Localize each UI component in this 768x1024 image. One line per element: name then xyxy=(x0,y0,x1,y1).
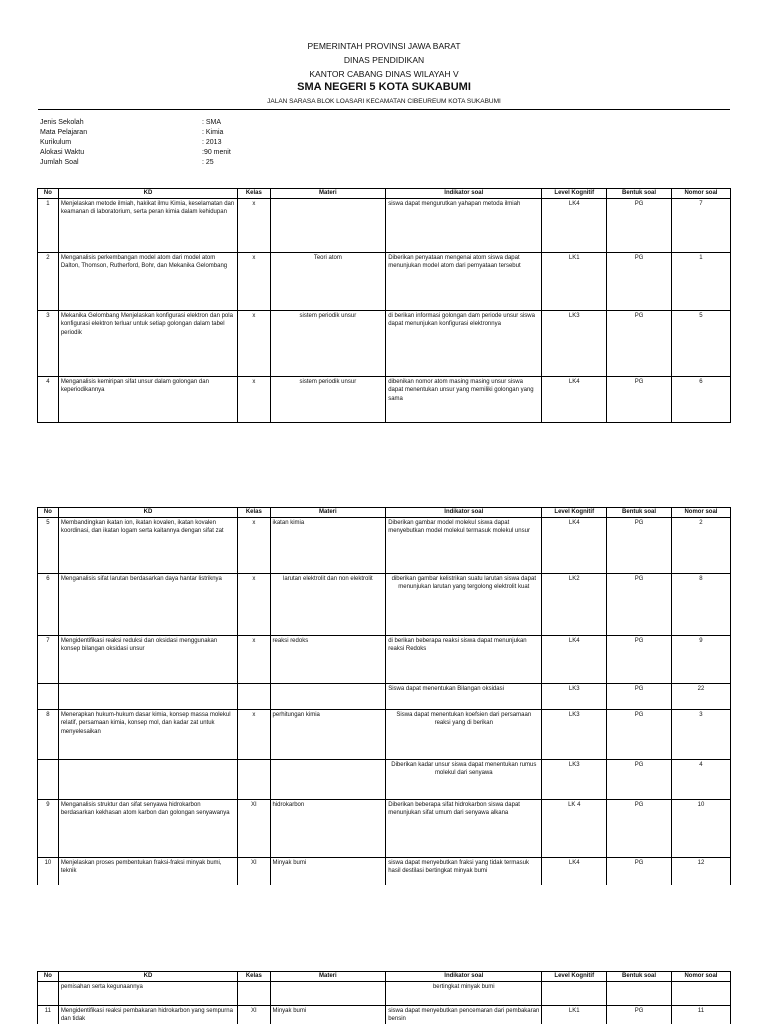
cell-indikator: diberikan gambar kelistrikan suatu larutan siswa dapat menunjukan larutan yang tergolong elektrolit kuat xyxy=(386,573,542,635)
cell-level xyxy=(542,981,607,1005)
grid-table-2 xyxy=(37,507,731,885)
cell-nomor xyxy=(671,981,730,1005)
col-header-materi: Materi xyxy=(270,508,386,518)
table-row xyxy=(38,857,731,885)
cell-materi: ikatan kimia xyxy=(270,517,386,573)
info-label: Alokasi Waktu xyxy=(40,149,85,156)
cell-materi: perhitungan kimia xyxy=(270,709,386,759)
header-branch-office: KANTOR CABANG DINAS WILAYAH V xyxy=(309,69,459,79)
col-header-no: No xyxy=(38,189,59,199)
cell-materi xyxy=(270,759,386,799)
col-header-level: Level Kognitif xyxy=(542,972,607,982)
cell-no: 6 xyxy=(38,573,59,635)
cell-materi: larutan elektrolit dan non elektrolit xyxy=(270,573,386,635)
cell-indikator: Diberikan gambar model molekul siswa dapat menyebutkan model molekul termasuk molekul unsur xyxy=(386,517,542,573)
cell-nomor: 3 xyxy=(671,709,730,759)
col-header-nomor: Nomor soal xyxy=(671,972,730,982)
cell-kd: Membandingkan ikatan ion, ikatan kovalen, ikatan kovalen koordinasi, dan ikatan logam serta kaitannya dengan sifat zat xyxy=(58,517,237,573)
info-value: : Kimia xyxy=(202,129,224,136)
cell-kelas: x xyxy=(238,635,270,683)
col-header-bentuk: Bentuk soal xyxy=(607,189,672,199)
col-header-level: Level Kognitif xyxy=(542,189,607,199)
cell-nomor: 1 xyxy=(671,252,730,310)
cell-bentuk: PG xyxy=(607,376,672,422)
cell-level: LK3 xyxy=(542,310,607,376)
cell-materi: Minyak bumi xyxy=(270,1005,386,1024)
cell-materi: sistem periodik unsur xyxy=(270,310,386,376)
info-value: :90 menit xyxy=(202,149,231,156)
cell-level: LK 4 xyxy=(542,799,607,857)
cell-kd: Menjelaskan proses pembentukan fraksi-fraksi minyak bumi, teknik xyxy=(58,857,237,885)
cell-bentuk: PG xyxy=(607,709,672,759)
cell-no: 8 xyxy=(38,709,59,759)
header-school-name: SMA NEGERI 5 KOTA SUKABUMI xyxy=(297,81,471,93)
table-header-row xyxy=(38,972,731,982)
cell-kelas: XI xyxy=(238,799,270,857)
table-row xyxy=(38,635,731,683)
cell-nomor: 11 xyxy=(671,1005,730,1024)
cell-bentuk: PG xyxy=(607,1005,672,1024)
table-row xyxy=(38,799,731,857)
cell-materi: reaksi redoks xyxy=(270,635,386,683)
table-row xyxy=(38,310,731,376)
cell-kd: Menjelaskan metode ilmiah, hakikat ilmu Kimia, keselamatan dan keamanan di laboratorium, serta peran kimia dalam kehidupan xyxy=(58,198,237,252)
cell-level: LK4 xyxy=(542,198,607,252)
cell-kd: Mengidentifikasi reaksi reduksi dan oksidasi menggunakan konsep bilangan oksidasi unsur xyxy=(58,635,237,683)
cell-materi: Teori atom xyxy=(270,252,386,310)
cell-nomor: 4 xyxy=(671,759,730,799)
cell-bentuk: PG xyxy=(607,310,672,376)
cell-bentuk xyxy=(607,981,672,1005)
info-value: : SMA xyxy=(202,119,222,126)
cell-level: LK4 xyxy=(542,857,607,885)
exam-info xyxy=(40,118,231,168)
col-header-indikator: Indikator soal xyxy=(386,508,542,518)
cell-level: LK4 xyxy=(542,635,607,683)
cell-no: 10 xyxy=(38,857,59,885)
cell-nomor: 22 xyxy=(671,683,730,709)
grid-table-1 xyxy=(37,188,731,423)
cell-kd: Menganalisis kemiripan sifat unsur dalam golongan dan keperiodikannya xyxy=(58,376,237,422)
cell-kelas: x xyxy=(238,709,270,759)
col-header-kelas: Kelas xyxy=(238,508,270,518)
cell-indikator: siswa dapat mengurutkan yahapan metoda ilmiah xyxy=(386,198,542,252)
col-header-bentuk: Bentuk soal xyxy=(607,972,672,982)
cell-no xyxy=(38,981,59,1005)
table-row xyxy=(38,759,731,799)
info-label: Kurikulum xyxy=(40,139,72,146)
cell-bentuk: PG xyxy=(607,759,672,799)
table-row xyxy=(38,709,731,759)
cell-materi: hidrokarbon xyxy=(270,799,386,857)
cell-no: 1 xyxy=(38,198,59,252)
info-value: : 2013 xyxy=(202,139,222,146)
cell-indikator: Diberikan penyataan mengenai atom siswa dapat menunjukan model atom dari pernyataan tersebut xyxy=(386,252,542,310)
col-header-kd: KD xyxy=(58,508,237,518)
cell-materi: Minyak bumi xyxy=(270,857,386,885)
info-row xyxy=(40,118,231,128)
cell-kd: Menganalisis sifat larutan berdasarkan daya hantar listriknya xyxy=(58,573,237,635)
cell-indikator: Diberikan beberapa sifat hidrokarbon siswa dapat menunjukan sifat umum dari senyawa alkana xyxy=(386,799,542,857)
cell-bentuk: PG xyxy=(607,198,672,252)
cell-level: LK4 xyxy=(542,517,607,573)
cell-level: LK1 xyxy=(542,1005,607,1024)
cell-no: 4 xyxy=(38,376,59,422)
table-row xyxy=(38,1005,731,1024)
cell-kd: Menganalisis struktur dan sifat senyawa hidrokarbon berdasarkan kekhasan atom karbon dan golongan senyawanya xyxy=(58,799,237,857)
header-department: DINAS PENDIDIKAN xyxy=(343,55,425,65)
info-row xyxy=(40,128,231,138)
cell-nomor: 9 xyxy=(671,635,730,683)
cell-kelas xyxy=(238,981,270,1005)
cell-nomor: 7 xyxy=(671,198,730,252)
info-value: : 25 xyxy=(202,159,214,166)
cell-kd xyxy=(58,759,237,799)
cell-level: LK2 xyxy=(542,573,607,635)
info-row xyxy=(40,148,231,158)
col-header-kelas: Kelas xyxy=(238,189,270,199)
cell-kd: Menerapkan hukum-hukum dasar kimia, konsep massa molekul relatif, persamaan kimia, konsep mol, dan kadar zat untuk menyelesaikan xyxy=(58,709,237,759)
table-row xyxy=(38,517,731,573)
cell-nomor: 5 xyxy=(671,310,730,376)
cell-kd: Mengidentifikasi reaksi pembakaran hidrokarbon yang sempurna dan tidak xyxy=(58,1005,237,1024)
header-divider xyxy=(38,109,730,110)
cell-bentuk: PG xyxy=(607,683,672,709)
cell-indikator: siswa dapat menyebutkan pencemaran dari pembakaran bensin xyxy=(386,1005,542,1024)
cell-no xyxy=(38,759,59,799)
cell-kd: pemisahan serta kegunaannya xyxy=(58,981,237,1005)
table-2-page-clip xyxy=(37,507,731,885)
col-header-nomor: Nomor soal xyxy=(671,189,730,199)
cell-level: LK1 xyxy=(542,252,607,310)
info-label: Jumlah Soal xyxy=(40,159,79,166)
cell-nomor: 10 xyxy=(671,799,730,857)
cell-indikator: di berikan beberapa reaksi siswa dapat menunjukan reaksi Redoks xyxy=(386,635,542,683)
cell-indikator: Siswa dapat menentukan Bilangan oksidasi xyxy=(386,683,542,709)
cell-kelas: x xyxy=(238,517,270,573)
cell-kelas: x xyxy=(238,376,270,422)
table-header-row xyxy=(38,189,731,199)
cell-bentuk: PG xyxy=(607,635,672,683)
table-3-page-clip xyxy=(37,971,731,1024)
cell-no: 5 xyxy=(38,517,59,573)
cell-bentuk: PG xyxy=(607,573,672,635)
col-header-indikator: Indikator soal xyxy=(386,972,542,982)
col-header-nomor: Nomor soal xyxy=(671,508,730,518)
cell-no: 11 xyxy=(38,1005,59,1024)
info-label: Jenis Sekolah xyxy=(40,119,84,126)
cell-kelas: XI xyxy=(238,857,270,885)
cell-no xyxy=(38,683,59,709)
cell-bentuk: PG xyxy=(607,252,672,310)
table-header-row xyxy=(38,508,731,518)
cell-level: LK3 xyxy=(542,759,607,799)
table-row xyxy=(38,981,731,1005)
cell-kd: Menganalisis perkembangan model atom dari model atom Dalton, Thomson, Rutherford, Bohr, dan Mekanika Gelombang xyxy=(58,252,237,310)
cell-no: 2 xyxy=(38,252,59,310)
cell-nomor: 12 xyxy=(671,857,730,885)
cell-indikator: Diberikan kadar unsur siswa dapat menentukan rumus molekul dari senyawa xyxy=(386,759,542,799)
grid-table-3 xyxy=(37,971,731,1024)
cell-bentuk: PG xyxy=(607,517,672,573)
cell-no: 7 xyxy=(38,635,59,683)
col-header-level: Level Kognitif xyxy=(542,508,607,518)
table-row xyxy=(38,573,731,635)
cell-bentuk: PG xyxy=(607,799,672,857)
cell-nomor: 8 xyxy=(671,573,730,635)
cell-kelas xyxy=(238,759,270,799)
col-header-no: No xyxy=(38,972,59,982)
col-header-no: No xyxy=(38,508,59,518)
cell-no: 9 xyxy=(38,799,59,857)
cell-nomor: 6 xyxy=(671,376,730,422)
cell-level: LK3 xyxy=(542,683,607,709)
cell-materi xyxy=(270,198,386,252)
col-header-materi: Materi xyxy=(270,189,386,199)
col-header-indikator: Indikator soal xyxy=(386,189,542,199)
table-row xyxy=(38,376,731,422)
header-government: PEMERINTAH PROVINSI JAWA BARAT xyxy=(307,41,461,51)
cell-kelas xyxy=(238,683,270,709)
header-address: JALAN SARASA BLOK LOASARI KECAMATAN CIBEUREUM KOTA SUKABUMI xyxy=(267,98,501,105)
info-row xyxy=(40,158,231,168)
cell-indikator: bertingkat minyak bumi xyxy=(386,981,542,1005)
cell-indikator: Siswa dapat menentukan koefsien dari persamaan reaksi yang di berikan xyxy=(386,709,542,759)
cell-kd xyxy=(58,683,237,709)
col-header-bentuk: Bentuk soal xyxy=(607,508,672,518)
info-label: Mata Pelajaran xyxy=(40,129,88,136)
cell-materi xyxy=(270,981,386,1005)
cell-bentuk: PG xyxy=(607,857,672,885)
cell-materi: sistem periodik unsur xyxy=(270,376,386,422)
cell-level: LK3 xyxy=(542,709,607,759)
cell-materi xyxy=(270,683,386,709)
cell-indikator: siswa dapat menyebutkan fraksi yang tidak termasuk hasil destilasi bertingkat minyak bumi xyxy=(386,857,542,885)
cell-level: LK4 xyxy=(542,376,607,422)
table-row xyxy=(38,198,731,252)
col-header-materi: Materi xyxy=(270,972,386,982)
cell-kelas: x xyxy=(238,573,270,635)
cell-kd: Mekanika Gelombang Menjelaskan konfigurasi elektron dan pola konfigurasi elektron terluar untuk setiap golongan dalam tabel periodik xyxy=(58,310,237,376)
cell-kelas: x xyxy=(238,198,270,252)
cell-kelas: x xyxy=(238,310,270,376)
table-row xyxy=(38,683,731,709)
info-row xyxy=(40,138,231,148)
col-header-kd: KD xyxy=(58,189,237,199)
cell-indikator: di berikan informasi golongan dam periode unsur siswa dapat menunjukan konfigurasi elektronnya xyxy=(386,310,542,376)
cell-kelas: x xyxy=(238,252,270,310)
cell-kelas: XI xyxy=(238,1005,270,1024)
table-row xyxy=(38,252,731,310)
cell-no: 3 xyxy=(38,310,59,376)
cell-indikator: dibenikan nomor atom masing masing unsur siswa dapat menentukan unsur yang memiliki golongan yang sama xyxy=(386,376,542,422)
col-header-kd: KD xyxy=(58,972,237,982)
cell-nomor: 2 xyxy=(671,517,730,573)
col-header-kelas: Kelas xyxy=(238,972,270,982)
